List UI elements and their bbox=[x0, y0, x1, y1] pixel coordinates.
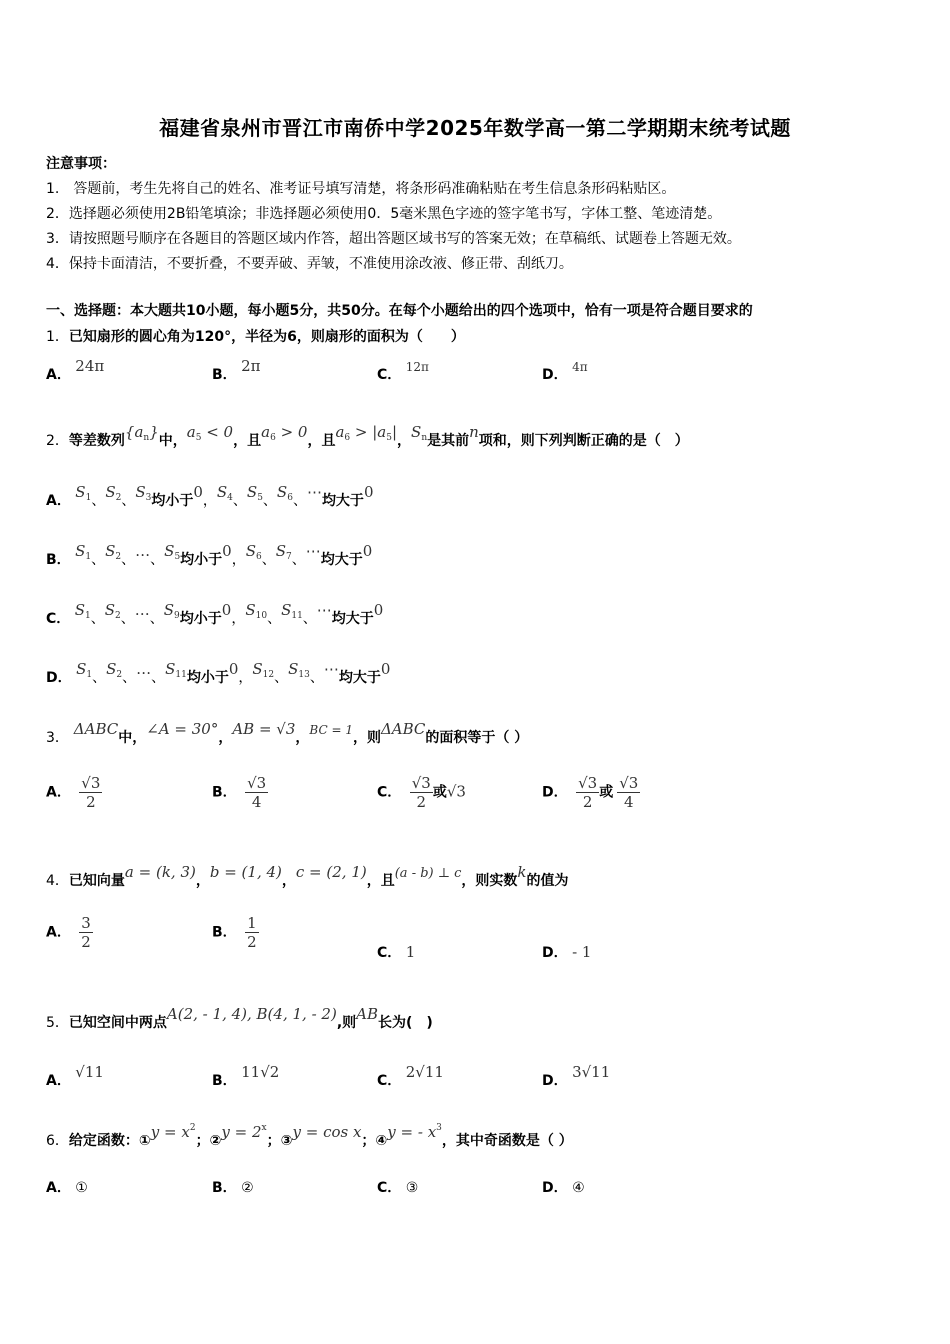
notice-item: 2．选择题必须使用2B铅笔填涂；非选择题必须使用0．5毫米黑色字迹的签字笔书写，字体工整、笔迹清楚。 bbox=[46, 206, 722, 222]
question-number: 1． bbox=[46, 329, 69, 345]
notice-item: 4．保持卡面清洁，不要折叠，不要弄破、弄皱，不准使用涂改液、修正带、刮纸刀。 bbox=[46, 256, 573, 272]
q5-option-b[interactable]: B． 11√2 bbox=[212, 1063, 280, 1089]
question-4: 4．已知向量a = (k, 3)，b = (1, 4)，c = (2, 1)，且(a - b) ⊥ c，则实数k的值为 bbox=[46, 863, 569, 889]
q5-option-c[interactable]: C． 2√11 bbox=[377, 1063, 444, 1089]
q1-option-b[interactable]: B． 2π bbox=[212, 357, 261, 383]
notice-item: 3．请按照题号顺序在各题目的答题区域内作答，超出答题区域书写的答案无效；在草稿纸、试题卷上答题无效。 bbox=[46, 231, 741, 247]
q6-option-a[interactable]: A． ① bbox=[46, 1180, 88, 1196]
q2-option-c[interactable]: C． $S_1$、$S_2$、…、$S_9$均小于0，$S_{10}$、$S_{11}$、⋯均大于0 bbox=[46, 601, 384, 627]
q4-option-d[interactable]: D． - 1 bbox=[542, 943, 592, 961]
q6-option-b[interactable]: B． ② bbox=[212, 1180, 254, 1196]
q3-option-b[interactable]: B． $\frac{√3}{4}$ bbox=[212, 774, 267, 811]
q2-option-d[interactable]: D． $S_1$、$S_2$、…、$S_{11}$均小于0，$S_{12}$、$S_{13}$、⋯均大于0 bbox=[46, 660, 391, 686]
q1-option-a[interactable]: A． 24π bbox=[46, 357, 105, 383]
q3-option-a[interactable]: A． $\frac{√3}{2}$ bbox=[46, 774, 101, 811]
question-2: 2．等差数列$\{a_n\}$中，$a_5 < 0$，且$a_6 > 0$，且$a_6 > |a_5|$，$S_n$是其前n项和，则下列判断正确的是（ ） bbox=[46, 423, 689, 449]
question-6: 6．给定函数：①y = $x^2$；②y = $2^x$；③y = cos x；④y = - $x^3$，其中奇函数是（ ） bbox=[46, 1123, 573, 1149]
question-3: 3． ΔABC中，∠A = 30°，AB = √3，BC = 1，则ΔABC的面积等于（ ） bbox=[46, 720, 529, 746]
notice-item: 1. 答题前，考生先将自己的姓名、准考证号填写清楚，将条形码准确粘贴在考生信息条形码粘贴区。 bbox=[46, 181, 676, 197]
q1-option-d[interactable]: D． 4π bbox=[542, 360, 588, 383]
q3-option-c[interactable]: C． $\frac{√3}{2}$ 或√3 bbox=[377, 774, 466, 811]
notice-block bbox=[46, 152, 741, 277]
q6-option-c[interactable]: C． ③ bbox=[377, 1180, 419, 1196]
q4-option-b[interactable]: B． $\frac{1}{2}$ bbox=[212, 914, 257, 951]
notice-heading: 注意事项： bbox=[46, 156, 116, 172]
q3-option-d[interactable]: D． $\frac{√3}{2}$ 或 $\frac{√3}{4}$ bbox=[542, 774, 639, 811]
q1-option-c[interactable]: C． 12π bbox=[377, 360, 429, 383]
q2-option-b[interactable]: B． $S_1$、$S_2$、…、$S_5$均小于0，$S_6$、$S_7$、⋯均大于0 bbox=[46, 542, 373, 568]
q5-option-a[interactable]: A． √11 bbox=[46, 1063, 104, 1089]
q2-option-a[interactable]: A． $S_1$、$S_2$、$S_3$均小于0，$S_4$、$S_5$、$S_6$、⋯均大于0 bbox=[46, 483, 374, 509]
q6-option-d[interactable]: D． ④ bbox=[542, 1180, 585, 1196]
q4-option-a[interactable]: A． $\frac{3}{2}$ bbox=[46, 914, 91, 951]
question-text: 已知扇形的圆心角为120°，半径为6，则扇形的面积为（ ） bbox=[68, 329, 465, 345]
question-5: 5．已知空间中两点A(2, - 1, 4), B(4, 1, - 2),则AB长为( ) bbox=[46, 1005, 433, 1031]
question-1 bbox=[46, 326, 465, 346]
page-title: 福建省泉州市晋江市南侨中学2025年数学高一第二学期期末统考试题 bbox=[159, 116, 791, 140]
section-heading: 一、选择题：本大题共10小题，每小题5分，共50分。在每个小题给出的四个选项中，恰有一项是符合题目要求的 bbox=[46, 303, 753, 319]
q5-option-d[interactable]: D． 3√11 bbox=[542, 1063, 611, 1089]
q4-option-c[interactable]: C． 1 bbox=[377, 943, 416, 961]
